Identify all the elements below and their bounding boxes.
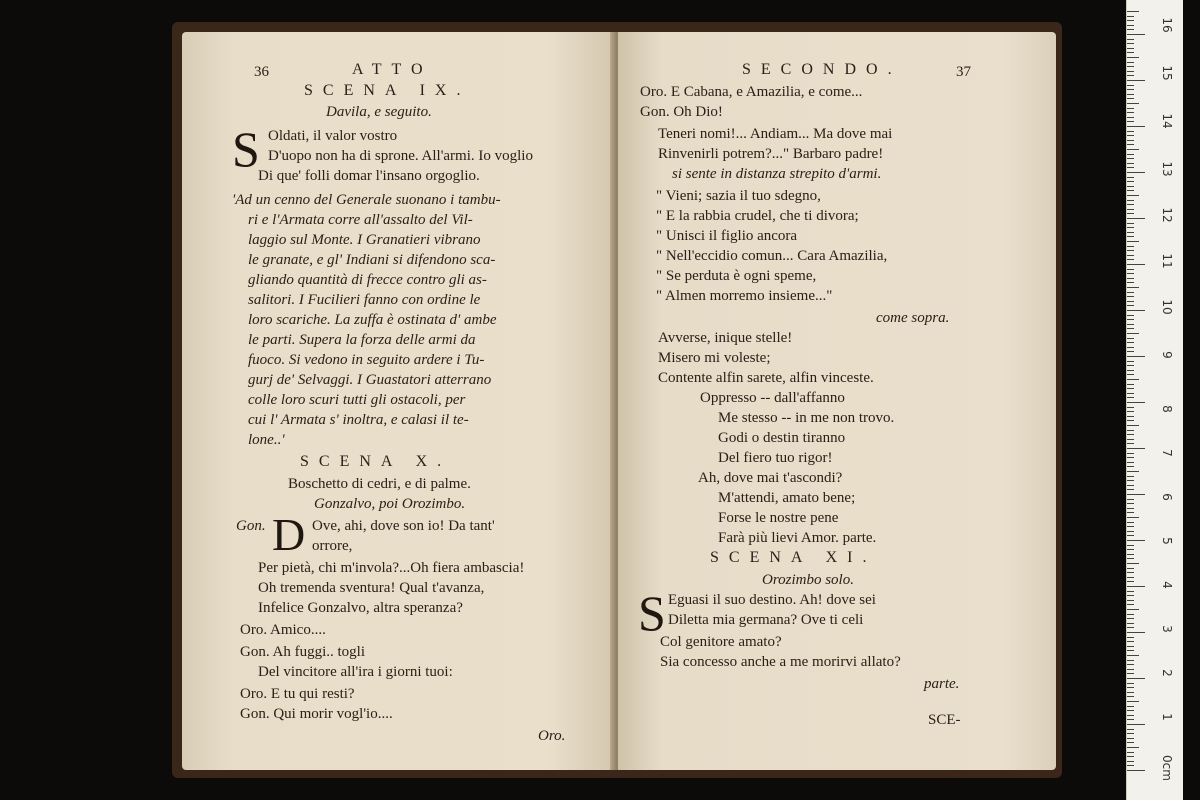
ruler-tick — [1127, 655, 1139, 656]
verse-line: Col genitore amato? — [660, 634, 782, 650]
ruler-label: 12 — [1160, 207, 1174, 223]
ruler-label: 3 — [1160, 625, 1174, 633]
stage-direction: le granate, e gl' Indiani si difendono sca- — [248, 252, 496, 268]
ruler-tick — [1127, 227, 1134, 228]
ruler-tick — [1127, 388, 1134, 389]
quoted-verse-line: " Unisci il figlio ancora — [656, 228, 798, 244]
verse-line: Forse le nostre pene — [718, 510, 839, 526]
ruler-tick — [1127, 374, 1134, 375]
scene-heading: SCENA XI. — [710, 549, 877, 566]
ruler-tick — [1127, 112, 1134, 113]
verse-line: Me stesso -- in me non trovo. — [718, 410, 895, 426]
ruler-tick — [1127, 126, 1145, 127]
verse-line: Del vincitore all'ira i giorni tuoi: — [258, 664, 453, 680]
stage-direction: si sente in distanza strepito d'armi. — [672, 166, 882, 182]
stage-direction: Orozimbo solo. — [762, 572, 854, 588]
quoted-verse-line: " Nell'eccidio comun... Cara Amazilia, — [656, 248, 888, 264]
ruler-tick — [1127, 522, 1134, 523]
verse-line: Oldati, il valor vostro — [268, 128, 398, 144]
verse-line: Godi o destin tiranno — [718, 430, 846, 446]
ruler-tick — [1127, 572, 1134, 573]
ruler-tick — [1127, 701, 1139, 702]
ruler-tick — [1127, 255, 1134, 256]
verse-line: Misero mi voleste; — [658, 350, 771, 366]
ruler-tick — [1127, 328, 1134, 329]
ruler-tick — [1127, 416, 1134, 417]
verse-line: Di que' folli domar l'insano orgoglio. — [258, 168, 480, 184]
verse-line: Del fiero tuo rigor! — [718, 450, 833, 466]
ruler-tick — [1127, 591, 1134, 592]
ruler-tick — [1127, 264, 1145, 265]
ruler-tick — [1127, 144, 1134, 145]
running-head-left: ATTO — [352, 61, 433, 78]
ruler-tick — [1127, 241, 1139, 242]
ruler-tick — [1127, 503, 1134, 504]
measuring-ruler — [1126, 0, 1183, 800]
ruler-tick — [1127, 683, 1134, 684]
ruler-tick — [1127, 770, 1145, 771]
ruler-tick — [1127, 158, 1134, 159]
quoted-verse-line: " E la rabbia crudel, che ti divora; — [656, 208, 859, 224]
quoted-verse-line: " Vieni; sazia il tuo sdegno, — [656, 188, 821, 204]
ruler-tick — [1127, 370, 1134, 371]
ruler-tick — [1127, 733, 1134, 734]
ruler-tick — [1127, 71, 1134, 72]
ruler-tick — [1127, 89, 1134, 90]
ruler-tick — [1127, 687, 1134, 688]
ruler-tick — [1127, 195, 1139, 196]
ruler-tick — [1127, 301, 1134, 302]
ruler-tick — [1127, 140, 1134, 141]
ruler-tick — [1127, 16, 1134, 17]
ruler-tick — [1127, 246, 1134, 247]
ruler-tick — [1127, 269, 1134, 270]
catchword-left: Oro. — [538, 728, 566, 744]
ruler-tick — [1127, 397, 1134, 398]
ruler-tick — [1127, 466, 1134, 467]
ruler-label: 0cm — [1160, 755, 1174, 781]
ruler-tick — [1127, 80, 1145, 81]
ruler-tick — [1127, 356, 1145, 357]
ruler-tick — [1127, 512, 1134, 513]
ruler-tick — [1127, 453, 1134, 454]
ruler-tick — [1127, 384, 1134, 385]
ruler-tick — [1127, 319, 1134, 320]
ruler-label: 7 — [1160, 449, 1174, 457]
open-book — [172, 22, 1062, 778]
ruler-tick — [1127, 177, 1134, 178]
ruler-tick — [1127, 379, 1139, 380]
ruler-tick — [1127, 117, 1134, 118]
ruler-tick — [1127, 710, 1134, 711]
verse-line: D'uopo non ha di sprone. All'armi. Io voglio — [268, 148, 533, 164]
ruler-label: 1 — [1160, 713, 1174, 721]
verse-line: Teneri nomi!... Andiam... Ma dove mai — [658, 126, 893, 142]
ruler-tick — [1127, 250, 1134, 251]
ruler-tick — [1127, 692, 1134, 693]
ruler-tick — [1127, 678, 1145, 679]
ruler-tick — [1127, 577, 1134, 578]
ruler-tick — [1127, 361, 1134, 362]
ruler-tick — [1127, 66, 1134, 67]
ruler-tick — [1127, 517, 1139, 518]
ruler-tick — [1127, 756, 1134, 757]
ruler-tick — [1127, 172, 1145, 173]
verse-line: Per pietà, chi m'invola?...Oh fiera ambascia! — [258, 560, 525, 576]
verse-line: Rinvenirli potrem?..." Barbaro padre! — [658, 146, 884, 162]
ruler-label: 9 — [1160, 351, 1174, 359]
dialogue-line: Oro. E Cabana, e Amazilia, e come... — [640, 84, 863, 100]
ruler-tick — [1127, 609, 1139, 610]
ruler-tick — [1127, 103, 1139, 104]
ruler-tick — [1127, 554, 1134, 555]
ruler-tick — [1127, 287, 1139, 288]
ruler-tick — [1127, 420, 1134, 421]
ruler-tick — [1127, 480, 1134, 481]
speaker-label: Gon. — [236, 518, 266, 534]
ruler-tick — [1127, 315, 1134, 316]
ruler-tick — [1127, 462, 1134, 463]
ruler-tick — [1127, 614, 1134, 615]
verse-line: Farà più lievi Amor. parte. — [718, 530, 877, 546]
ruler-tick — [1127, 747, 1139, 748]
ruler-tick — [1127, 411, 1134, 412]
ruler-tick — [1127, 259, 1134, 260]
ruler-tick — [1127, 402, 1145, 403]
stage-direction: fuoco. Si vedono in seguito ardere i Tu- — [248, 352, 485, 368]
stage-direction: gliando quantità di frecce contro gli as- — [248, 272, 487, 288]
ruler-tick — [1127, 209, 1134, 210]
ruler-tick — [1127, 448, 1145, 449]
dialogue-line: Oro. Amico.... — [240, 622, 326, 638]
ruler-tick — [1127, 282, 1134, 283]
ruler-tick — [1127, 637, 1134, 638]
verse-line: Ah, dove mai t'ascondi? — [698, 470, 843, 486]
ruler-tick — [1127, 471, 1139, 472]
ruler-tick — [1127, 765, 1134, 766]
stage-direction: salitori. I Fucilieri fanno con ordine le — [248, 292, 481, 308]
ruler-tick — [1127, 163, 1134, 164]
ruler-tick — [1127, 729, 1134, 730]
ruler-tick — [1127, 632, 1145, 633]
ruler-tick — [1127, 43, 1134, 44]
stage-direction: gurj de' Selvaggi. I Guastatori atterrano — [248, 372, 492, 388]
stage-direction: loro scariche. La zuffa è ostinata d' ambe — [248, 312, 497, 328]
ruler-tick — [1127, 200, 1134, 201]
ruler-tick — [1127, 232, 1134, 233]
verse-line: Sia concesso anche a me morirvi allato? — [660, 654, 901, 670]
ruler-tick — [1127, 305, 1134, 306]
ruler-tick — [1127, 476, 1134, 477]
ruler-tick — [1127, 586, 1145, 587]
stage-direction: Davila, e seguito. — [326, 104, 432, 120]
ruler-tick — [1127, 20, 1134, 21]
ruler-tick — [1127, 223, 1134, 224]
ruler-tick — [1127, 600, 1134, 601]
ruler-tick — [1127, 618, 1134, 619]
ruler-tick — [1127, 236, 1134, 237]
ruler-label: 8 — [1160, 405, 1174, 413]
verse-line: orrore, — [312, 538, 353, 554]
ruler-tick — [1127, 108, 1134, 109]
ruler-tick — [1127, 407, 1134, 408]
stage-direction: laggio sul Monte. I Granatieri vibrano — [248, 232, 481, 248]
ruler-tick — [1127, 489, 1134, 490]
stage-direction: come sopra. — [876, 310, 950, 326]
ruler-tick — [1127, 29, 1134, 30]
ruler-tick — [1127, 742, 1134, 743]
ruler-tick — [1127, 310, 1145, 311]
drop-cap-s: S — [232, 121, 260, 177]
verse-line: Oppresso -- dall'affanno — [700, 390, 845, 406]
verse-line: Oh tremenda sventura! Qual t'avanza, — [258, 580, 485, 596]
ruler-tick — [1127, 706, 1134, 707]
ruler-tick — [1127, 761, 1134, 762]
verse-line: Eguasi il suo destino. Ah! dove sei — [668, 592, 876, 608]
ruler-label: 6 — [1160, 493, 1174, 501]
ruler-tick — [1127, 738, 1134, 739]
ruler-tick — [1127, 204, 1134, 205]
ruler-tick — [1127, 558, 1134, 559]
ruler-tick — [1127, 57, 1139, 58]
ruler-tick — [1127, 190, 1134, 191]
stage-direction: ri e l'Armata corre all'assalto del Vil- — [248, 212, 473, 228]
ruler-label: 5 — [1160, 537, 1174, 545]
dialogue-line: Gon. Ah fuggi.. togli — [240, 644, 366, 660]
ruler-tick — [1127, 669, 1134, 670]
ruler-tick — [1127, 499, 1134, 500]
ruler-tick — [1127, 48, 1134, 49]
ruler-tick — [1127, 526, 1134, 527]
ruler-tick — [1127, 439, 1134, 440]
ruler-tick — [1127, 563, 1139, 564]
ruler-tick — [1127, 154, 1134, 155]
drop-cap-d: D — [272, 509, 306, 560]
quoted-verse-line: " Almen morremo insieme..." — [656, 288, 833, 304]
verse-line: Infelice Gonzalvo, altra speranza? — [258, 600, 463, 616]
ruler-label: 2 — [1160, 669, 1174, 677]
ruler-tick — [1127, 457, 1134, 458]
ruler-tick — [1127, 627, 1134, 628]
ruler-tick — [1127, 595, 1134, 596]
ruler-tick — [1127, 443, 1134, 444]
scene-heading: SCENA IX. — [304, 82, 471, 99]
setting-line: Boschetto di cedri, e di palme. — [288, 476, 471, 492]
ruler-tick — [1127, 365, 1134, 366]
stage-direction: le parti. Supera la forza delle armi da — [248, 332, 476, 348]
ruler-tick — [1127, 333, 1139, 334]
running-head-right: SECONDO. — [742, 61, 902, 78]
ruler-tick — [1127, 218, 1145, 219]
ruler-tick — [1127, 135, 1134, 136]
verse-line: Avverse, inique stelle! — [658, 330, 793, 346]
ruler-tick — [1127, 650, 1134, 651]
dialogue-line: Gon. Oh Dio! — [640, 104, 723, 120]
ruler-tick — [1127, 11, 1139, 12]
ruler-tick — [1127, 324, 1134, 325]
ruler-tick — [1127, 430, 1134, 431]
ruler-tick — [1127, 181, 1134, 182]
verse-line: Ove, ahi, dove son io! Da tant' — [312, 518, 495, 534]
ruler-tick — [1127, 485, 1134, 486]
page-number-right: 37 — [956, 64, 971, 80]
ruler-tick — [1127, 393, 1134, 394]
ruler-tick — [1127, 604, 1134, 605]
catchword-right: SCE- — [928, 712, 961, 728]
scene-heading: SCENA X. — [300, 453, 452, 470]
quoted-verse-line: " Se perduta è ogni speme, — [656, 268, 817, 284]
ruler-tick — [1127, 62, 1134, 63]
ruler-tick — [1127, 724, 1145, 725]
ruler-label: 4 — [1160, 581, 1174, 589]
stage-direction: cui l' Armata s' inoltra, e calasi il te- — [248, 412, 469, 428]
ruler-tick — [1127, 186, 1134, 187]
ruler-tick — [1127, 85, 1134, 86]
ruler-tick — [1127, 549, 1134, 550]
ruler-tick — [1127, 278, 1134, 279]
left-page — [182, 32, 614, 770]
page-number-left: 36 — [254, 64, 269, 80]
ruler-tick — [1127, 342, 1134, 343]
ruler-label: 16 — [1160, 17, 1174, 33]
drop-cap-s: S — [638, 585, 666, 641]
ruler-tick — [1127, 167, 1134, 168]
ruler-tick — [1127, 34, 1145, 35]
ruler-tick — [1127, 581, 1134, 582]
ruler-tick — [1127, 121, 1134, 122]
ruler-label: 13 — [1160, 161, 1174, 177]
ruler-tick — [1127, 131, 1134, 132]
stage-direction: Gonzalvo, poi Orozimbo. — [314, 496, 466, 512]
verse-line: M'attendi, amato bene; — [718, 490, 856, 506]
stage-direction: 'Ad un cenno del Generale suonano i tambu- — [232, 192, 501, 208]
dialogue-line: Gon. Qui morir vogl'io.... — [240, 706, 393, 722]
dialogue-line: Oro. E tu qui resti? — [240, 686, 355, 702]
right-page — [618, 32, 1056, 770]
verse-line: Diletta mia germana? Ove ti celi — [668, 612, 864, 628]
ruler-tick — [1127, 623, 1134, 624]
ruler-tick — [1127, 347, 1134, 348]
stage-direction: parte. — [924, 676, 960, 692]
ruler-tick — [1127, 508, 1134, 509]
ruler-tick — [1127, 25, 1134, 26]
ruler-tick — [1127, 540, 1145, 541]
ruler-tick — [1127, 149, 1139, 150]
ruler-tick — [1127, 94, 1134, 95]
ruler-label: 10 — [1160, 299, 1174, 315]
ruler-tick — [1127, 52, 1134, 53]
ruler-tick — [1127, 545, 1134, 546]
stage-direction: lone..' — [248, 432, 285, 448]
ruler-tick — [1127, 696, 1134, 697]
ruler-tick — [1127, 39, 1134, 40]
ruler-tick — [1127, 531, 1134, 532]
ruler-tick — [1127, 535, 1134, 536]
ruler-label: 11 — [1160, 253, 1174, 269]
ruler-tick — [1127, 719, 1134, 720]
verse-line: Contente alfin sarete, alfin vinceste. — [658, 370, 874, 386]
ruler-tick — [1127, 296, 1134, 297]
ruler-label: 15 — [1160, 65, 1174, 81]
ruler-tick — [1127, 660, 1134, 661]
ruler-tick — [1127, 494, 1145, 495]
ruler-tick — [1127, 664, 1134, 665]
ruler-tick — [1127, 673, 1134, 674]
ruler-tick — [1127, 351, 1134, 352]
ruler-tick — [1127, 752, 1134, 753]
ruler-tick — [1127, 273, 1134, 274]
ruler-tick — [1127, 98, 1134, 99]
ruler-tick — [1127, 646, 1134, 647]
ruler-tick — [1127, 715, 1134, 716]
ruler-tick — [1127, 641, 1134, 642]
ruler-tick — [1127, 425, 1139, 426]
ruler-tick — [1127, 434, 1134, 435]
ruler-tick — [1127, 213, 1134, 214]
ruler-label: 14 — [1160, 113, 1174, 129]
ruler-tick — [1127, 568, 1134, 569]
ruler-tick — [1127, 338, 1134, 339]
stage-direction: colle loro scuri tutti gli ostacoli, per — [248, 392, 466, 408]
ruler-tick — [1127, 75, 1134, 76]
ruler-tick — [1127, 292, 1134, 293]
